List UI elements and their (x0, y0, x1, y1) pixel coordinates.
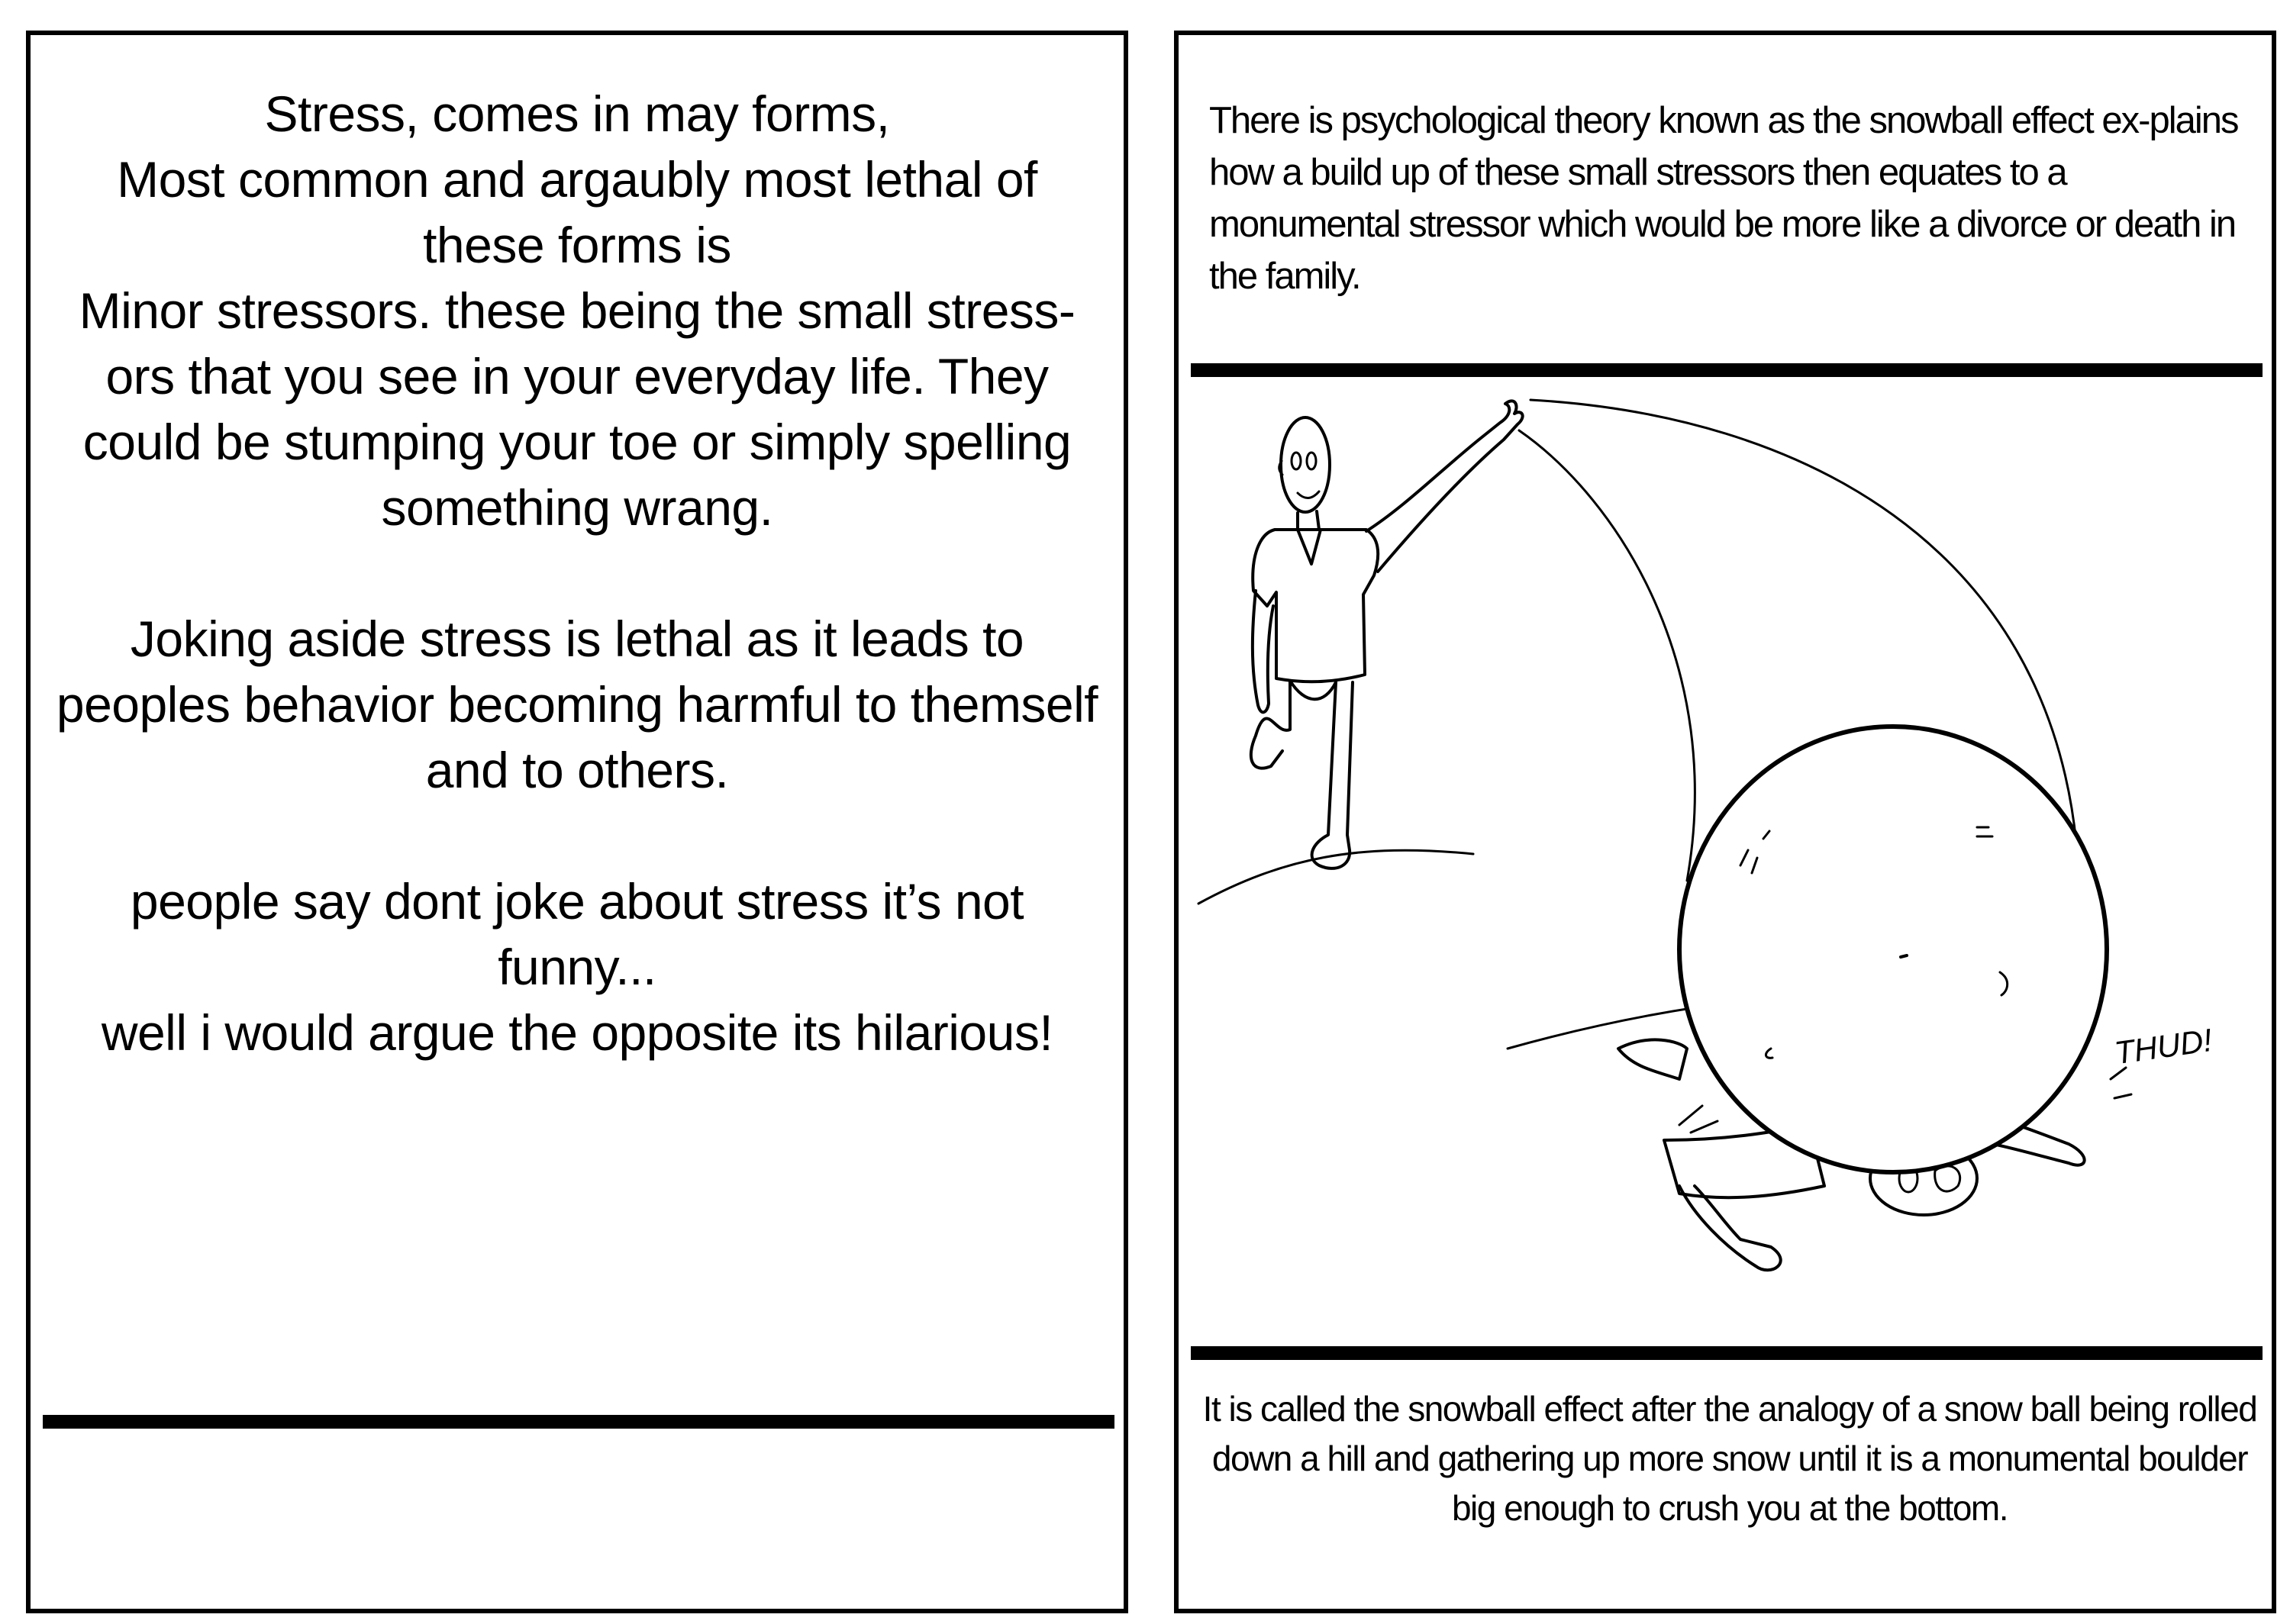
snowball-analogy-caption: It is called the snowball effect after the analogy of a snow ball being rolled down a hill and gathering up more snow until it is a monumental boulder big enough to crush you at the bottom. (1202, 1389, 2257, 1528)
man-collar (1298, 530, 1321, 564)
thud-sound-effect: THUD! (2112, 1021, 2214, 1071)
trajectory-arc-inner (1519, 430, 1695, 881)
man-right-leg (1312, 682, 1353, 868)
hilarious-line: well i would argue the opposite its hilarious! (101, 1004, 1053, 1061)
upper-hill-line (1198, 850, 1473, 904)
man-neck (1298, 511, 1319, 530)
crushed-man-arm-left (1618, 1039, 1687, 1079)
right-panel-top-divider (1191, 363, 2263, 377)
dont-joke-line: people say dont joke about stress it’s not funny... (130, 873, 1024, 995)
left-comic-panel (26, 31, 1128, 1613)
minor-stressors-paragraph: Minor stressors. these being the small stress-ors that you see in your everyday life. They could be stumping your toe or simply spelling something wrang. (79, 282, 1076, 536)
left-panel-divider (43, 1415, 1114, 1429)
snowball-body (1679, 727, 2107, 1172)
intro-line: Stress, comes in may forms, (264, 85, 890, 142)
left-panel-text (52, 81, 1102, 1065)
joking-aside-paragraph: Joking aside stress is lethal as it leads to peoples behavior becoming harmful to themself and to others. (56, 611, 1098, 798)
man-left-eye (1292, 453, 1301, 469)
snowball (1679, 727, 2131, 1172)
standing-man-figure (1251, 401, 1523, 868)
man-right-eye (1307, 453, 1316, 469)
paragraph-gap (52, 540, 1102, 606)
paragraph-gap (52, 803, 1102, 868)
crushed-man-open-mouth (1935, 1166, 1960, 1191)
man-hanging-arm (1253, 591, 1273, 712)
lethal-forms-line: Most common and argaubly most lethal of these forms is (117, 151, 1037, 273)
right-panel-bottom-divider (1191, 1346, 2263, 1360)
right-comic-panel (1174, 31, 2276, 1613)
man-smile (1298, 491, 1319, 498)
snowball-illustration (1191, 377, 2263, 1346)
snowball-theory-text: There is psychological theory known as the snowball effect ex-plains how a build up of these small stressors then equates to a monumental stressor which would be more like a divorce or death in the family. (1209, 100, 2238, 297)
man-crotch (1290, 681, 1336, 699)
man-raised-arm (1366, 401, 1523, 572)
snowball-dent-2 (1901, 955, 1907, 957)
